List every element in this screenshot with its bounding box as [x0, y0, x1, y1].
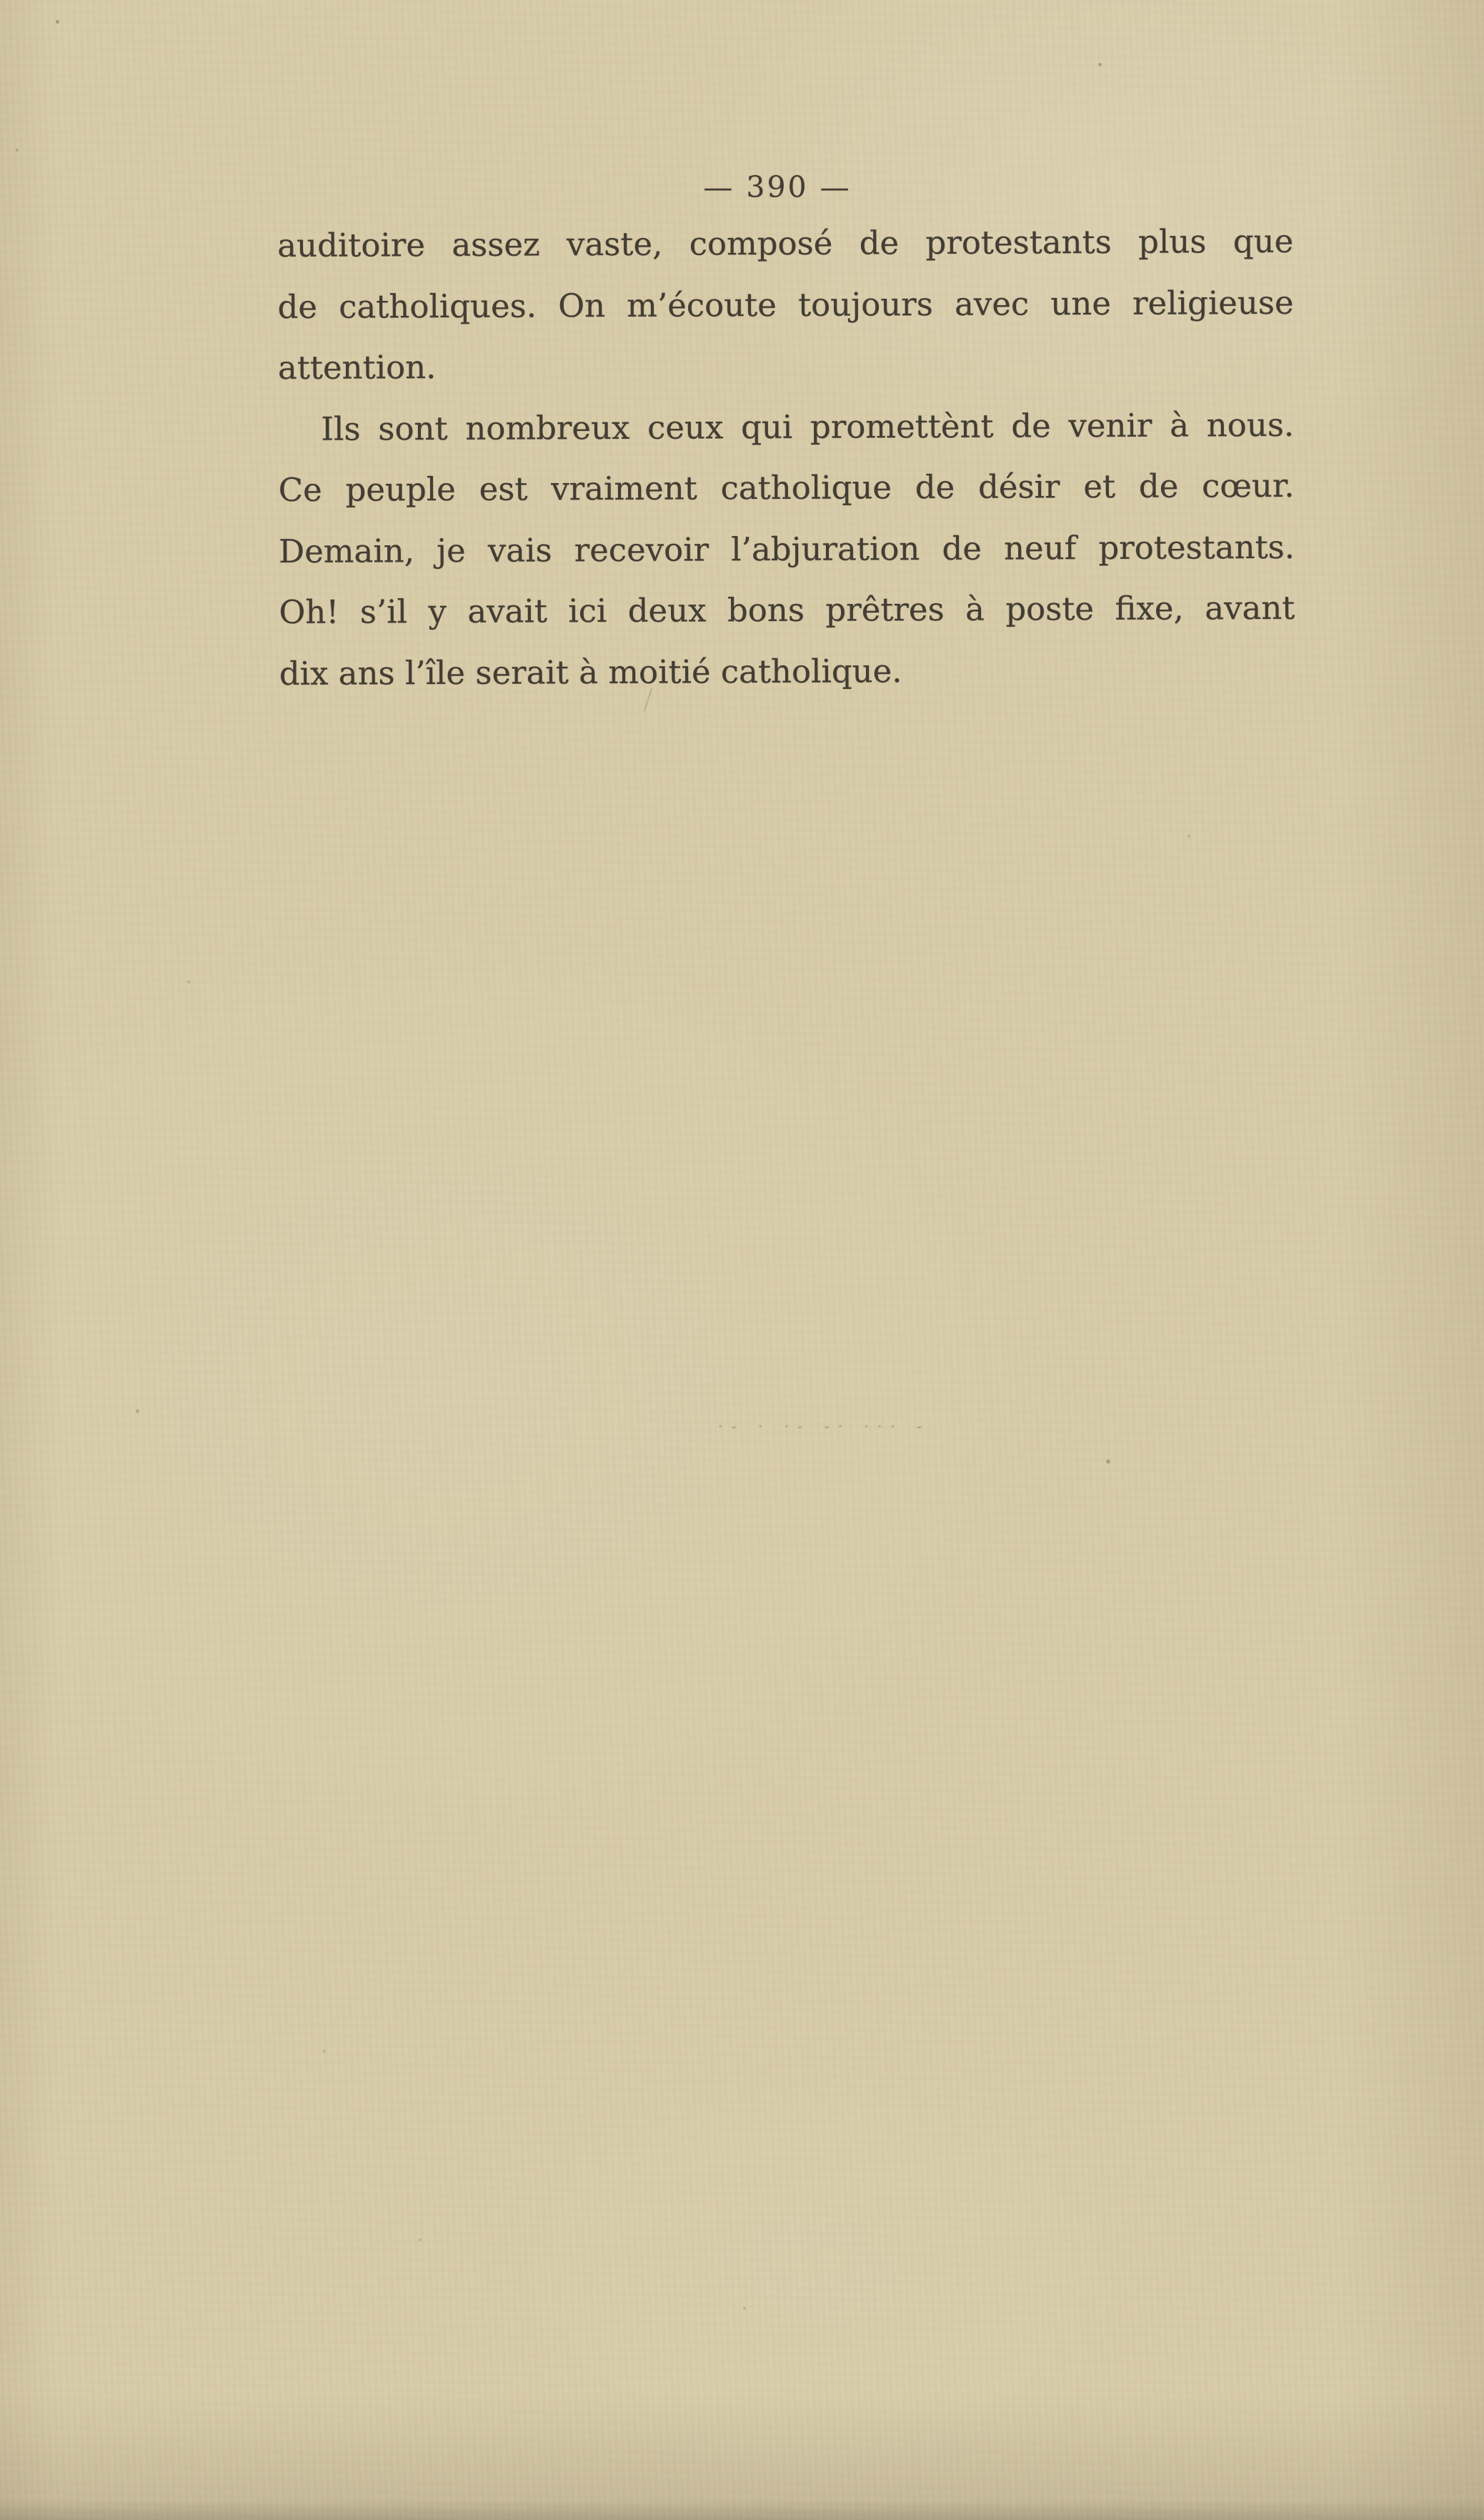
word: toujours: [797, 284, 933, 324]
word: est: [479, 470, 528, 508]
word: prêtres: [825, 590, 945, 629]
paper-speck: [1106, 1459, 1110, 1464]
text-line: [279, 516, 1295, 582]
word: et: [1083, 467, 1116, 506]
word: de: [1011, 406, 1051, 445]
word: plus: [1137, 222, 1207, 261]
word: de: [859, 224, 900, 262]
word: protestants.: [1098, 527, 1295, 567]
word: vraiment: [551, 469, 697, 508]
paper-speck: [187, 981, 190, 983]
word: fixe,: [1115, 589, 1184, 627]
word: sont: [378, 409, 448, 447]
word: peuple: [345, 470, 456, 509]
text-line: [278, 455, 1294, 521]
paper-speck: [419, 2238, 422, 2241]
word: Ce: [278, 470, 322, 509]
word: bons: [727, 590, 805, 630]
paper-speck: [743, 2307, 746, 2310]
paper-speck: [1098, 63, 1102, 66]
word: venir: [1068, 406, 1152, 445]
word: à: [965, 590, 985, 628]
paper-speck: [323, 2050, 326, 2053]
word: de: [277, 287, 318, 326]
bleed-through-marks: ·- · ·- -· ··· -: [718, 1418, 931, 1435]
word: y: [428, 592, 447, 631]
word: neuf: [1003, 528, 1077, 567]
word: nombreux: [465, 408, 630, 447]
word: désir: [977, 467, 1060, 506]
word: l’abjuration: [731, 529, 920, 568]
word: assez: [452, 225, 540, 264]
word: une: [1050, 284, 1112, 322]
word: recevoir: [574, 530, 709, 569]
word: avec: [954, 284, 1030, 323]
word: avant: [1205, 588, 1295, 627]
word: de: [942, 529, 982, 567]
word: deux: [627, 591, 707, 630]
word: auditoire: [277, 226, 426, 264]
paper-speck: [16, 149, 19, 152]
word: nous.: [1206, 405, 1295, 444]
word: de: [1138, 467, 1179, 505]
paper-speck: [56, 20, 59, 24]
word: m’écoute: [627, 285, 777, 324]
word: Ils: [321, 409, 361, 448]
word: vaste,: [566, 224, 663, 264]
word: à: [1170, 405, 1190, 445]
paper-speck: [136, 1409, 139, 1413]
text-line: [277, 211, 1293, 277]
word: avait: [467, 592, 547, 630]
word: composé: [689, 224, 833, 263]
word: On: [558, 286, 606, 324]
word: protestants: [925, 222, 1112, 262]
word: religieuse: [1132, 283, 1294, 322]
page-number: — 390 —: [703, 170, 852, 204]
text-line: [277, 272, 1293, 337]
word: s’il: [359, 592, 408, 631]
word: qui: [740, 407, 793, 446]
word: de: [915, 467, 955, 507]
word: vais: [487, 530, 552, 570]
text-line: dix ans l’île serait à moitié catholique.: [279, 651, 902, 693]
word: poste: [1005, 590, 1095, 628]
word: ceux: [647, 407, 724, 447]
text-line: [278, 394, 1294, 460]
word: catholique: [720, 468, 892, 507]
text-block: [277, 211, 1295, 704]
word: cœur.: [1201, 466, 1295, 505]
paper-speck: [1187, 835, 1190, 838]
word: Oh!: [279, 592, 339, 631]
word: promettènt: [810, 407, 994, 446]
word: ici: [568, 591, 607, 630]
word: je: [436, 531, 466, 570]
text-line: [279, 577, 1295, 643]
word: catholiques.: [339, 286, 537, 326]
word: Demain,: [278, 531, 415, 570]
text-line: attention.: [277, 348, 437, 387]
word: que: [1232, 222, 1294, 261]
